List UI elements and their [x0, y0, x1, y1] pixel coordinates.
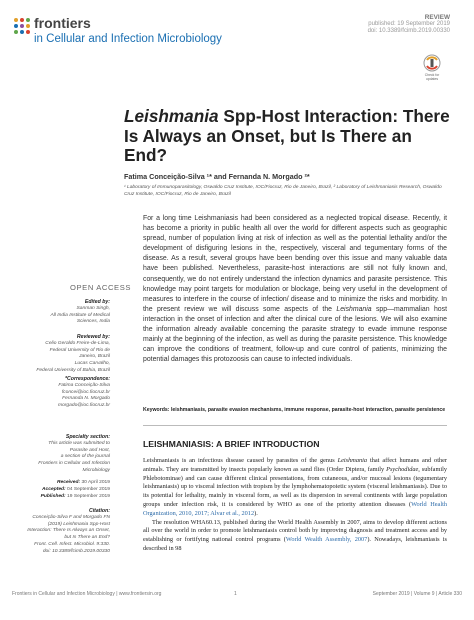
citation-line: but Is There an End? — [64, 535, 110, 541]
body-text — [143, 457, 447, 554]
check-for-updates-button[interactable] — [419, 54, 445, 80]
edited-by-label: Edited by: — [84, 299, 110, 305]
citation-block — [14, 508, 110, 556]
citation-line: (2019) Leishmania Spp-Host — [47, 521, 110, 527]
section-heading: LEISHMANIASIS: A BRIEF INTRODUCTION — [143, 439, 320, 449]
specialty-section-block — [14, 434, 110, 475]
reviewer-line: Federal University of Bahia, Brazil — [36, 367, 110, 373]
body-span: ). Nowadays, leishmaniasis is described in 98 — [143, 536, 447, 552]
specialty-line: Parasite and Host, — [69, 447, 110, 453]
article-meta — [368, 14, 450, 36]
title-italic: Leishmania — [124, 106, 219, 126]
specialty-label: Specialty section: — [65, 434, 110, 440]
body-span: ). — [254, 509, 258, 517]
published-label: Published: — [40, 493, 66, 499]
correspondence-line: Fatima Conceição-Silva — [58, 382, 110, 388]
footer-journal[interactable]: Frontiers in Cellular and Infection Microbiology | www.frontiersin.org — [12, 591, 162, 597]
specialty-line: a section of the journal — [60, 454, 110, 460]
published-row — [14, 494, 110, 501]
published-date-side: 19 September 2019 — [67, 493, 110, 499]
citation-line: Interaction: There Is Always an Onset, — [27, 528, 110, 534]
editor-line: Sciences, India — [76, 319, 110, 325]
abstract — [143, 214, 447, 365]
editor-line: All India Institute of Medical — [50, 312, 110, 318]
reviewer-line: Janeiro, Brazil — [79, 354, 110, 360]
dates-block — [14, 480, 110, 500]
correspondence-email[interactable]: morgado@ioc.fiocruz.br — [58, 403, 110, 409]
editor-line[interactable]: Sanman Singh, — [76, 305, 110, 311]
keywords — [143, 407, 447, 414]
reviewer-line[interactable]: Lucas Carvalho, — [74, 361, 110, 367]
paragraph — [143, 519, 447, 554]
abstract-italic: Leishmania — [336, 305, 372, 313]
citation-line: Front. Cell. Infect. Microbiol. 9:330. — [34, 541, 110, 547]
accepted-row — [14, 487, 110, 494]
reference-link[interactable]: World Wealth Assembly, 2007 — [285, 536, 368, 544]
received-row — [14, 480, 110, 487]
crossmark-label: Check for updates — [424, 73, 440, 81]
correspondence-label: *Correspondence: — [65, 376, 110, 382]
reviewed-by-block — [14, 334, 110, 375]
reviewed-by-label: Reviewed by: — [76, 334, 110, 340]
body-span: , subfamily Phlebotominae) and can cause different clinical presentations, from cutaneous, and/or mucosal lesions (tegumentary leishmaniasis) up to visceral infection with tropism by the lymphohematopoietic system (visceral leishmaniasis). Due to its potential for lethality, mainly in visceral form, as well as its dispersion in several continents with large population groups under infection risk, it is considered by WHO as one of the priority attention diseases ( — [143, 465, 447, 508]
article-title — [124, 107, 454, 166]
correspondence-line: Fernanda N. Morgado — [62, 396, 110, 402]
journal-name[interactable]: in Cellular and Infection Microbiology — [34, 33, 222, 45]
citation-label: Citation: — [88, 508, 110, 514]
received-date: 30 April 2019 — [81, 480, 110, 485]
affiliations: ¹ Laboratory of Immunoparasitology, Oswaldo Cruz Institute, IOC/Fiocruz, Rio de Janeiro, Brazil, ² Laboratory of Leishmaniasis Research, Oswaldo Cruz Institute, IOC/Fiocruz, Rio de Janeiro, Brazil — [124, 185, 442, 197]
title-rest: Spp-Host Interaction: There Is Always an Onset, but Is There an End? — [124, 106, 450, 165]
accepted-date: 04 September 2019 — [67, 486, 110, 492]
frontiers-logo-icon — [12, 16, 32, 36]
specialty-line: This article was submitted to — [48, 440, 110, 446]
reviewer-line: Federal University of Rio de — [49, 347, 110, 353]
publisher-brand[interactable]: frontiers — [34, 15, 91, 31]
body-italic: Leishmania — [337, 457, 368, 464]
received-label: Received: — [56, 480, 81, 485]
specialty-line: Microbiology — [82, 467, 110, 473]
keywords-label: Keywords: — [143, 407, 170, 413]
correspondence-block — [14, 376, 110, 410]
citation-doi[interactable]: doi: 10.3389/fcimb.2019.00330 — [42, 548, 110, 554]
reference-link[interactable]: World Health Organization, 2010, 2017; Alvar et al., 2012 — [143, 500, 447, 517]
crossmark-icon — [419, 54, 445, 74]
body-span: The resolution WHA60.13, published during the World Health Assembly in 2007, aims to develop different actions all over the world in order to promote leishmaniasis control both by improving diagnosis and treatment access and by establishing or fortifying national control programs ( — [143, 518, 447, 544]
page-number: 1 — [234, 591, 237, 597]
open-access-label: OPEN ACCESS — [70, 283, 132, 292]
body-span: that affect humans and other animals. They are transmitted by insects popularly known as sand flies (Order Diptera, family — [143, 457, 447, 473]
correspondence-email[interactable]: fconcei@ioc.fiocruz.br — [61, 389, 110, 395]
published-date: published: 19 September 2019 — [368, 21, 450, 28]
accepted-label: Accepted: — [42, 486, 66, 492]
reviewer-line[interactable]: Celio Geraldo Freire-de-Lima, — [45, 340, 110, 346]
body-span: Leishmaniasis is an infectious disease caused by parasites of the genus — [143, 457, 338, 464]
edited-by-block — [14, 299, 110, 326]
doi-link[interactable]: doi: 10.3389/fcimb.2019.00330 — [367, 28, 450, 35]
paragraph — [143, 457, 447, 519]
article-type: REVIEW — [424, 14, 450, 21]
abstract-text: spp—mammalian host interaction in the onset of infection and after the clinical cure of the lesions. We will also examine the information already available concerning the parasite strategy to evade immune response mainly at the beginning of the infection, as well as during the parasite persistence. This knowledge can improve the conditions of treatment, follow-up and cure control of patients, minimizing the potential damages this protozoosis can cause to infected individuals. — [143, 305, 447, 364]
author-list[interactable]: Fatima Conceição-Silva ¹* and Fernanda N. Morgado ²* — [124, 172, 310, 181]
body-italic: Psychodidae — [386, 465, 419, 473]
abstract-text: For a long time Leishmaniasis had been considered as a neglected tropical disease. Recently, it has become a priority in public health all over the world for different aspects such as geographic spread, number of population living at risk of infection as well as the potential lethality and/or the development of disfiguring lesions in the, respectively, visceral and tegumentary forms of the disease. As a result, several groups have been bending over this issue and many valuable data have been published. Nevertheless, parasite-host interactions are still not fully known and, consequently, we do not entirely understand the infection dynamics and parasite persistence. This knowledge may point targets for modulation or blockage, being very useful in the development of measures to interfere in the course of infection/ disease and to minimize the risks and morbidity. In the present review we will discuss some aspects of the — [143, 215, 447, 313]
footer-volume: September 2019 | Volume 9 | Article 330 — [372, 591, 462, 597]
citation-line: Conceição-Silva F and Morgado FN — [32, 514, 110, 520]
divider — [143, 425, 447, 426]
keywords-list: leishmaniasis, parasite evasion mechanisms, immune response, parasite-host interaction, parasite persistence — [169, 407, 446, 413]
specialty-line: Frontiers in Cellular and Infection — [38, 461, 110, 467]
